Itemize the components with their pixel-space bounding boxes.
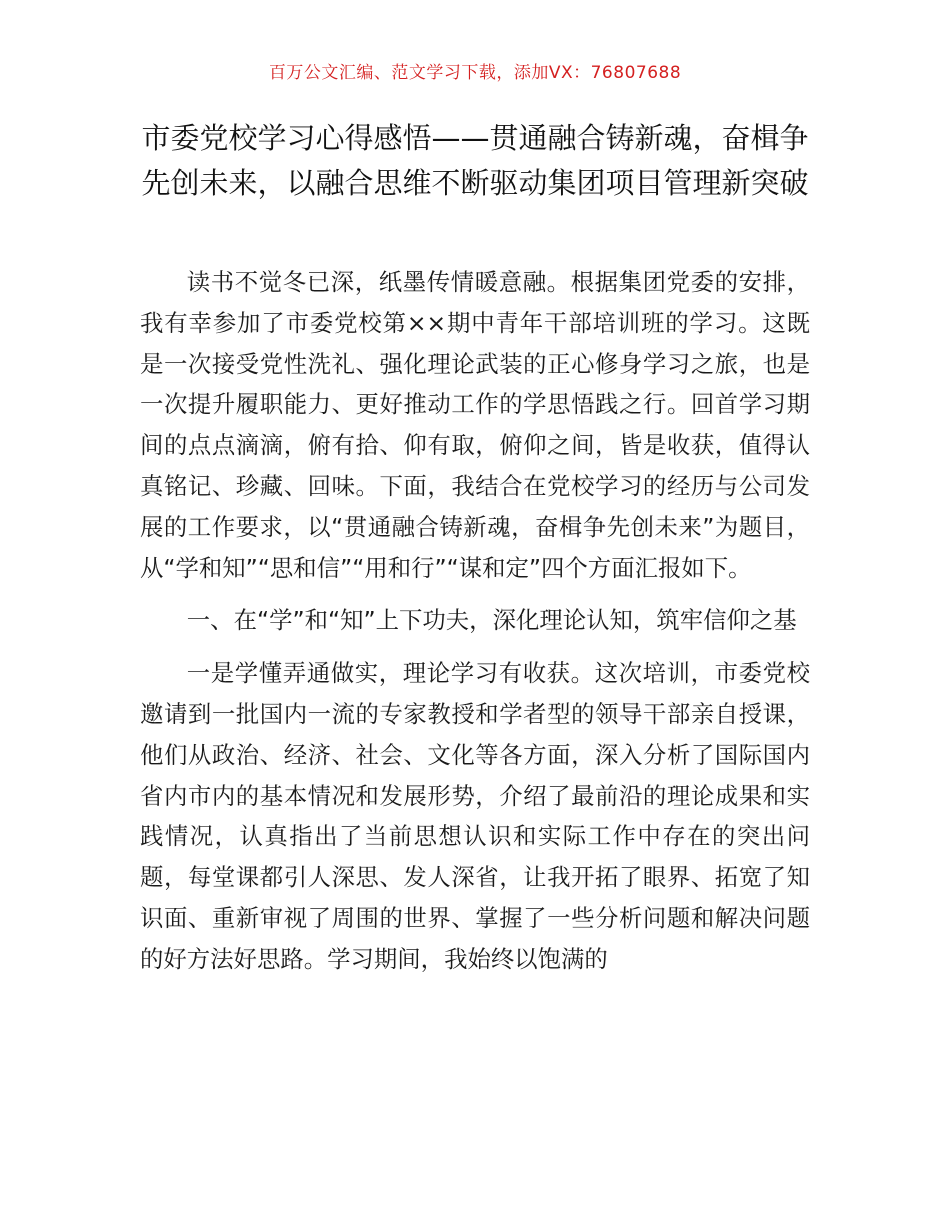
document-body <box>140 262 810 992</box>
paragraph-intro: 读书不觉冬已深，纸墨传情暖意融。根据集团党委的安排，我有幸参加了市委党校第××期中青年干部培训班的学习。这既是一次接受党性洗礼、强化理论武装的正心修身学习之旅，也是一次提升履职能力、更好推动工作的学思悟践之行。回首学习期间的点点滴滴，俯有拾、仰有取，俯仰之间，皆是收获，值得认真铭记、珍藏、回味。下面，我结合在党校学习的经历与公司发展的工作要求，以“贯通融合铸新魂，奋楫争先创未来”为题目，从“学和知”“思和信”“用和行”“谋和定”四个方面汇报如下。 <box>140 268 810 582</box>
section-heading-1: 一、在“学”和“知”上下功夫，深化理论认知，筑牢信仰之基 <box>186 606 797 635</box>
header-promo-note: 百万公文汇编、范文学习下载，添加VX：76807688 <box>268 63 682 83</box>
paragraph-section-1-point-1: 一是学懂弄通做实，理论学习有收获。这次培训，市委党校邀请到一批国内一流的专家教授和学者型的领导干部亲自授课，他们从政治、经济、社会、文化等各方面，深入分析了国际国内省内市内的基本情况和发展形势，介绍了最前沿的理论成果和实践情况，认真指出了当前思想认识和实际工作中存在的突出问题，每堂课都引人深思、发人深省，让我开拓了眼界、拓宽了知识面、重新审视了周围的世界、掌握了一些分析问题和解决问题的好方法好思路。学习期间，我始终以饱满的 <box>140 659 810 973</box>
document-title: 市委党校学习心得感悟——贯通融合铸新魂，奋楫争先创未来，以融合思维不断驱动集团项目管理新突破 <box>141 121 809 200</box>
